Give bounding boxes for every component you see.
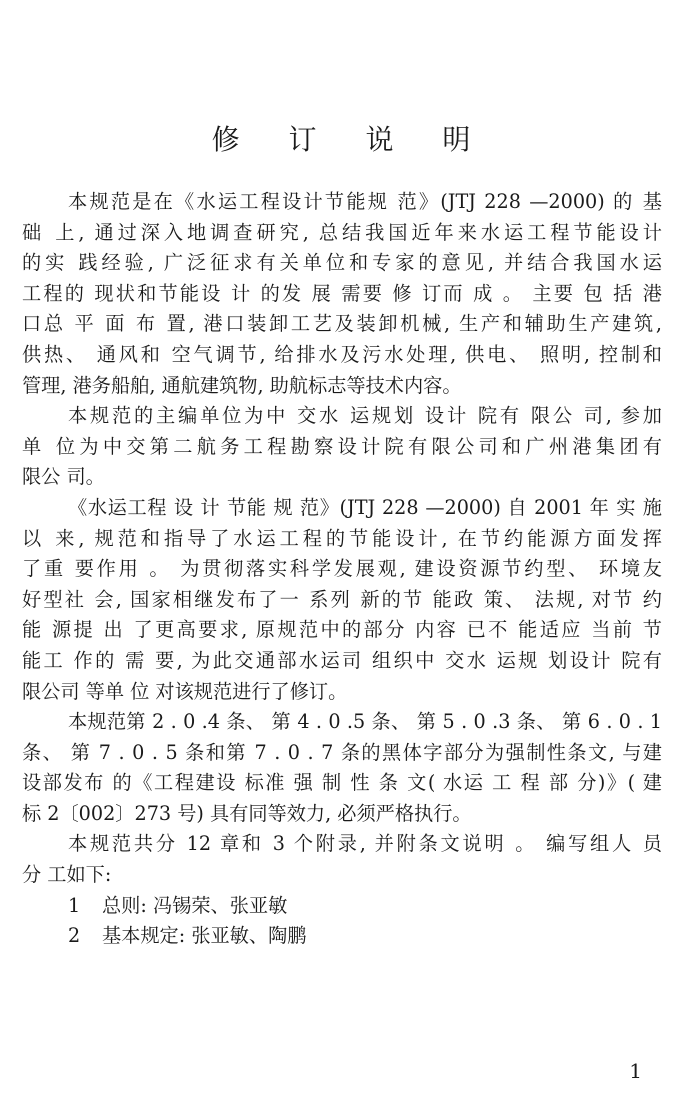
text-line: 设部发布 的《工程建设 标准 强 制 性 条 文( 水运 工 程 部 分)》( 建 — [22, 771, 662, 795]
text-line: 能工 作的 需 要, 为此交通部水运司 组织中 交水 运规 划设计 院有 — [22, 648, 662, 672]
paragraph-1 — [22, 187, 662, 401]
text-line: 口总 平 面 布 置, 港口装卸工艺及装卸机械, 生产和辅助生产建筑, — [22, 312, 662, 336]
text-line: 本规范第 2 . 0 .4 条、 第 4 . 0 .5 条、 第 5 . 0 .3 条、 第 6 . 0 . 1 — [68, 710, 662, 734]
page-title: 修 订 说 明 — [211, 123, 491, 156]
list-item — [22, 921, 662, 952]
list-item-number: 2 — [68, 924, 81, 948]
text-line: 本规范的主编单位为中 交水 运规划 设计 院有 限公 司, 参加 — [68, 404, 662, 428]
staff-list — [22, 891, 662, 952]
text-line: 分 工如下: — [22, 863, 112, 887]
text-line: 本规范是在《水运工程设计节能规 范》(JTJ 228 —2000) 的 基 — [68, 190, 662, 213]
list-item-text: 总则: 冯锡荣、张亚敏 — [102, 893, 288, 917]
text-line: 限公 司。 — [22, 465, 105, 489]
paragraph-4 — [22, 707, 662, 829]
text-line: 本规范共分 12 章和 3 个附录, 并附条文说明 。 编写组人 员 — [68, 832, 662, 856]
text-line: 条、 第 7 . 0 . 5 条和第 7 . 0 . 7 条的黑体字部分为强制性条文, 与建 — [22, 740, 662, 764]
text-line: 限公司 等单 位 对该规范进行了修订。 — [22, 679, 348, 703]
paragraph-5 — [22, 829, 662, 890]
text-line: 单 位为中交第二航务工程勘察设计院有限公司和广州港集团有 — [22, 434, 662, 458]
list-item-number: 1 — [68, 893, 81, 917]
text-line: 供热、 通风和 空气调节, 给排水及污水处理, 供电、 照明, 控制和 — [22, 342, 662, 366]
text-line: 工程的 现状和节能设 计 的发 展 需要 修 订而 成 。 主要 包 括 港 — [22, 281, 662, 305]
page-number: 1 — [629, 1059, 642, 1083]
text-line: 的实 践经验, 广泛征求有关单位和专家的意见, 并结合我国水运 — [22, 251, 662, 275]
document-body — [22, 187, 662, 952]
list-item-text: 基本规定: 张亚敏、陶鹏 — [102, 924, 307, 948]
text-line: 好型社 会, 国家相继发布了一 系列 新的节 能政 策、 法规, 对节 约 — [22, 587, 662, 611]
text-line: 以 来, 规范和指导了水运工程的节能设计, 在节约能源方面发挥 — [22, 526, 662, 550]
text-line: 管理, 港务船舶, 通航建筑物, 助航标志等技术内容。 — [22, 373, 462, 397]
text-line: 《水运工程 设 计 节能 规 范》(JTJ 228 —2000) 自 2001 年 实 施 — [68, 495, 662, 519]
list-item — [22, 891, 662, 922]
text-line: 能 源提 出 了更高要求, 原规范中的部分 内容 已不 能适应 当前 节 — [22, 618, 662, 642]
text-line: 了重 要作用 。 为贯彻落实科学发展观, 建设资源节约型、 环境友 — [22, 557, 662, 581]
paragraph-3 — [22, 493, 662, 707]
paragraph-2 — [22, 401, 662, 493]
text-line: 础 上, 通过深入地调查研究, 总结我国近年来水运工程节能设计 — [22, 220, 662, 244]
text-line: 标 2〔002〕273 号) 具有同等效力, 必须严格执行。 — [22, 801, 472, 825]
